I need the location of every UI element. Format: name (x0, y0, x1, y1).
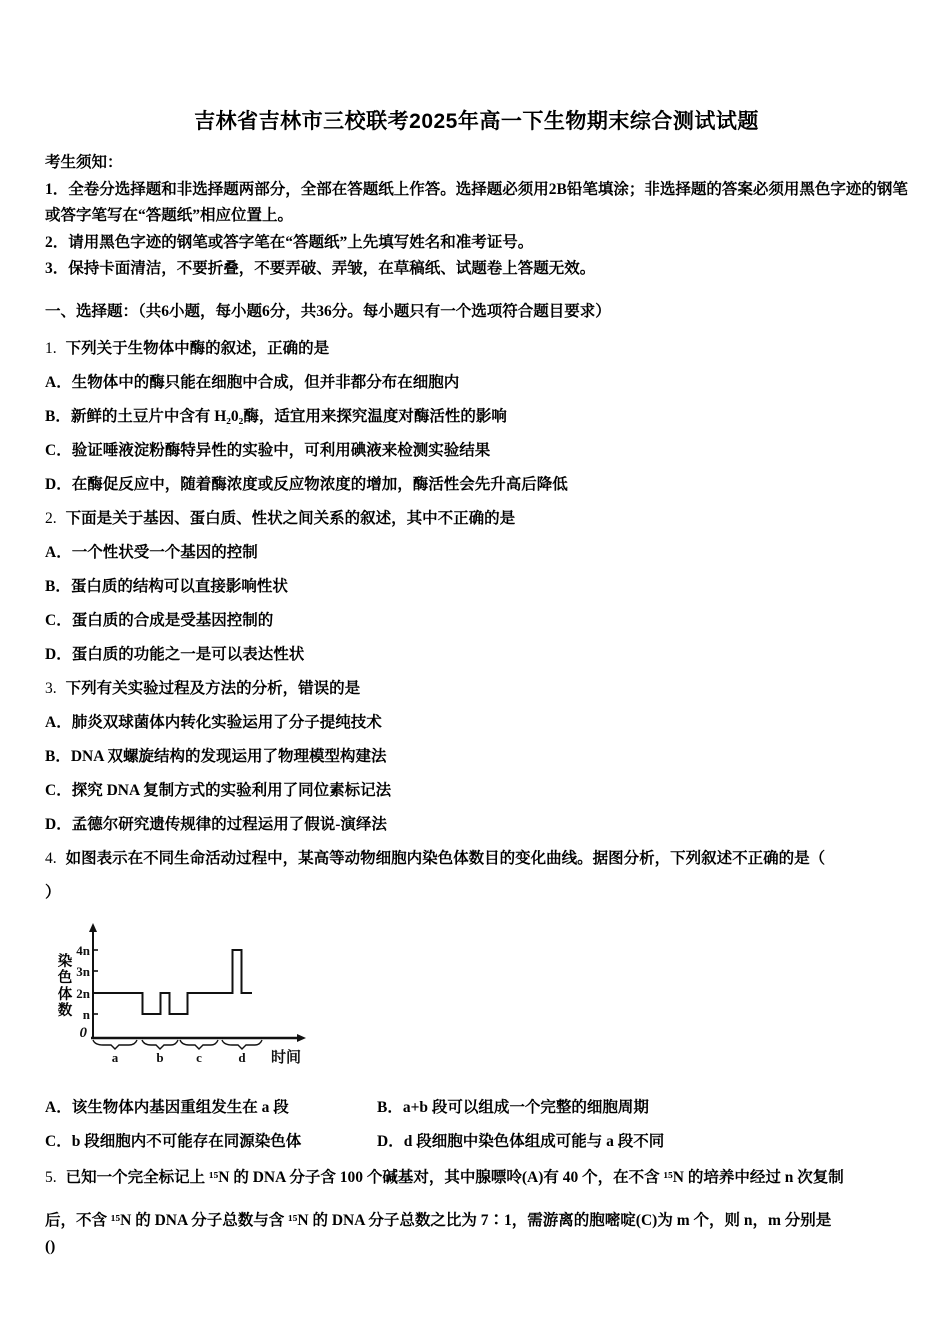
chromosome-curve (93, 950, 252, 1014)
question-number: 3. (45, 679, 57, 697)
question-5 (45, 1167, 908, 1257)
page-title: 吉林省吉林市三校联考2025年高一下生物期末综合测试试题 (194, 110, 759, 133)
question-number: 5. (45, 1168, 57, 1186)
question-text: 下面是关于基因、蛋白质、性状之间关系的叙述，其中不正确的是 (65, 509, 516, 527)
question-1 (45, 338, 908, 495)
question-4-stem-line2: ） (45, 883, 61, 901)
option-2d: D．蛋白质的功能之一是可以表达性状 (45, 645, 305, 663)
notice-item-1: 1．全卷分选择题和非选择题两部分，全部在答题纸上作答。选择题必须用2B铅笔填涂；非选择题的答案必须用黑色字迹的钢笔或答字笔写在“答题纸”相应位置上。 (45, 180, 908, 224)
option-4d: D．d 段细胞中染色体组成可能与 a 段不同 (377, 1132, 665, 1150)
option-1c: C．验证唾液淀粉酶特异性的实验中，可利用碘液来检测实验结果 (45, 441, 491, 459)
x-segment-brace-b (142, 1040, 178, 1049)
question-3-stem (45, 678, 908, 699)
question-2-stem (45, 508, 908, 529)
notice-item-3: 3．保持卡面清洁，不要折叠，不要弄破、弄皱，在草稿纸、试题卷上答题无效。 (45, 260, 596, 277)
x-axis-label: 时间 (271, 1049, 302, 1066)
x-axis-arrow-icon (297, 1034, 306, 1042)
y-tick-label: 3n (76, 963, 90, 979)
option-1b: B．新鲜的土豆片中含有 H₂0₂酶，适宜用来探究温度对酶活性的影响 (45, 407, 507, 425)
question-text: 如图表示在不同生命活动过程中，某高等动物细胞内染色体数目的变化曲线。据图分析，下列叙述不正确的是（ (65, 849, 826, 867)
origin-label: 0 (79, 1024, 87, 1041)
question-5-line1 (45, 1167, 908, 1188)
question-number: 2. (45, 509, 57, 527)
option-2a: A．一个性状受一个基因的控制 (45, 543, 258, 561)
option-4b: B．a+b 段可以组成一个完整的细胞周期 (377, 1098, 649, 1116)
section-heading: 一、选择题：（共6小题，每小题6分，共36分。每小题只有一个选项符合题目要求） (45, 302, 611, 320)
question-4-options-row-1 (45, 1097, 908, 1118)
notice-item-2: 2．请用黑色字迹的钢笔或答字笔在“答题纸”上先填写姓名和准考证号。 (45, 233, 534, 251)
x-segment-brace-d (222, 1040, 262, 1049)
x-segment-label: b (156, 1049, 164, 1065)
question-number: 1. (45, 339, 57, 357)
option-3b: B．DNA 双螺旋结构的发现运用了物理模型构建法 (45, 747, 387, 765)
y-axis-arrow-icon (89, 923, 97, 932)
x-segment-brace-c (180, 1040, 218, 1049)
option-1a: A．生物体中的酶只能在细胞中合成，但并非都分布在细胞内 (45, 373, 460, 391)
chart-y-axis-label: 染色体数 (57, 953, 73, 1019)
question-text: 已知一个完全标记上 ¹⁵N 的 DNA 分子含 100 个碱基对，其中腺嘌呤(A)有 40 个，在不含 ¹⁵N 的培养中经过 n 次复制 (65, 1168, 844, 1186)
chart-canvas (45, 921, 365, 1073)
option-1d: D．在酶促反应中，随着酶浓度或反应物浓度的增加，酶活性会先升高后降低 (45, 475, 568, 493)
y-tick-label: 4n (76, 942, 90, 958)
question-4-stem (45, 848, 908, 869)
option-2b: B．蛋白质的结构可以直接影响性状 (45, 577, 288, 595)
question-number: 4. (45, 849, 57, 867)
notice-heading: 考生须知： (45, 154, 123, 171)
y-tick-label: n (82, 1006, 90, 1022)
option-3c: C．探究 DNA 复制方式的实验利用了同位素标记法 (45, 781, 392, 799)
x-segment-label: c (196, 1049, 202, 1065)
y-tick-label: 2n (76, 985, 90, 1001)
question-text: 下列关于生物体中酶的叙述，正确的是 (65, 339, 330, 357)
x-segment-label: a (111, 1049, 119, 1065)
question-4 (45, 848, 908, 1152)
x-segment-brace-a (93, 1040, 137, 1049)
question-5-line3: () (45, 1237, 56, 1255)
question-3 (45, 678, 908, 835)
chromosome-number-chart (45, 921, 365, 1073)
x-segment-label: d (238, 1049, 246, 1065)
option-3d: D．孟德尔研究遗传规律的过程运用了假说-演绎法 (45, 815, 387, 833)
option-4a: A．该生物体内基因重组发生在 a 段 (45, 1098, 289, 1116)
option-3a: A．肺炎双球菌体内转化实验运用了分子提纯技术 (45, 713, 382, 731)
question-4-options-row-2 (45, 1131, 908, 1152)
question-5-line2: 后，不含 ¹⁵N 的 DNA 分子总数与含 ¹⁵N 的 DNA 分子总数之比为 7∶1，需游离的胞嘧啶(C)为 m 个，则 n，m 分别是 (45, 1211, 832, 1229)
question-2 (45, 508, 908, 665)
option-2c: C．蛋白质的合成是受基因控制的 (45, 611, 274, 629)
notice-section (45, 150, 908, 283)
option-4c: C．b 段细胞内不可能存在同源染色体 (45, 1132, 302, 1150)
question-1-stem (45, 338, 908, 359)
question-text: 下列有关实验过程及方法的分析，错误的是 (65, 679, 361, 697)
